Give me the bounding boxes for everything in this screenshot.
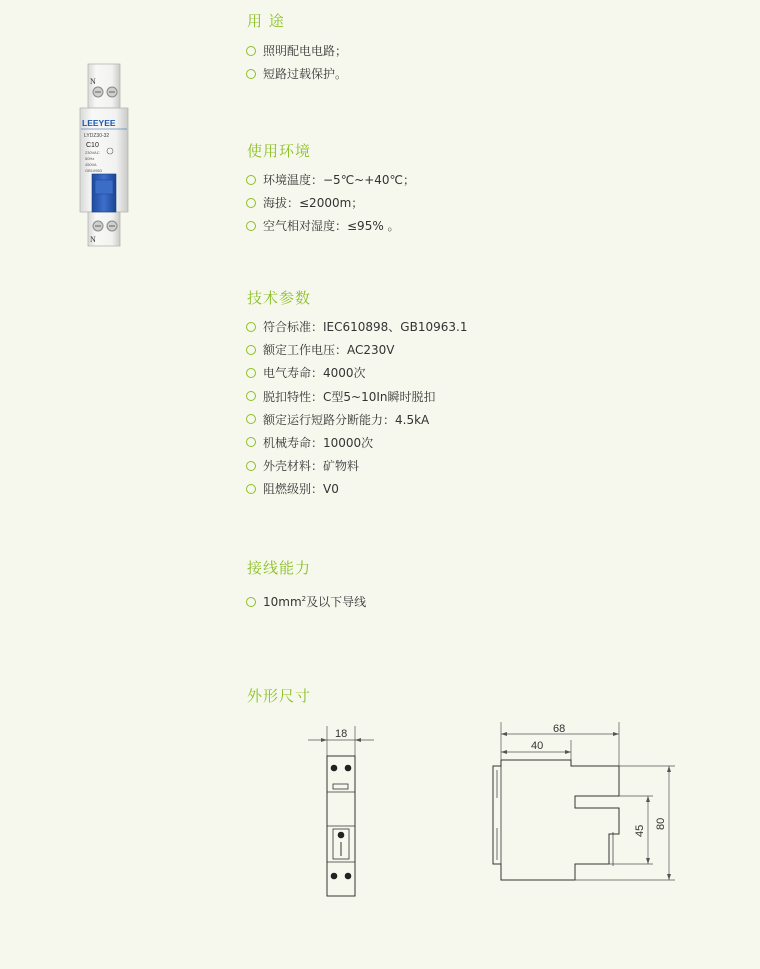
dim-total-height-label: 80: [655, 817, 667, 830]
list-item: 符合标准：IEC610898、GB10963.1: [246, 316, 467, 339]
circle-bullet-icon: [246, 221, 256, 231]
circle-bullet-icon: [246, 198, 256, 208]
standard-label: GB10963: [85, 168, 102, 173]
circle-bullet-icon: [246, 345, 256, 355]
front-dimension-drawing: [300, 722, 380, 902]
circle-bullet-icon: [246, 597, 256, 607]
circle-bullet-icon: [246, 368, 256, 378]
list-item: 额定运行短路分断能力：4.5kA: [246, 409, 467, 432]
technical-list: [246, 316, 467, 502]
list-item: 外壳材料：矿物料: [246, 455, 467, 478]
list-item: 电气寿命：4000次: [246, 362, 467, 385]
dim-depth-label: 68: [553, 723, 566, 735]
section-title-usage: 用 途: [247, 12, 285, 30]
list-item: 环境温度：−5℃~+40℃；: [246, 169, 415, 192]
list-item: 照明配电电路；: [246, 40, 347, 63]
frequency-label: 50Hz: [85, 156, 95, 161]
breaking-label: 4500A: [85, 162, 97, 167]
dim-partial-label: 40: [531, 740, 544, 752]
section-title-wiring: 接线能力: [247, 559, 312, 577]
list-item: 阻燃级别：V0: [246, 478, 467, 501]
list-item: 短路过载保护。: [246, 63, 347, 86]
circle-bullet-icon: [246, 484, 256, 494]
list-item: 额定工作电压：AC230V: [246, 339, 467, 362]
section-title-environment: 使用环境: [247, 142, 312, 160]
list-item: $10mm^2$及以下导线: [246, 588, 366, 611]
wiring-list: [246, 588, 366, 611]
terminal-label-bottom: N: [90, 235, 96, 244]
dim-inner-height-label: 45: [634, 824, 646, 837]
circle-bullet-icon: [246, 322, 256, 332]
dim-width-label: 18: [335, 728, 348, 740]
circle-bullet-icon: [246, 175, 256, 185]
section-title-technical: 技术参数: [247, 289, 312, 307]
list-item: 海拔：≤2000m；: [246, 192, 415, 215]
circle-bullet-icon: [246, 461, 256, 471]
voltage-label: 230VAC: [85, 150, 100, 155]
brand-logo: LEEYEE: [82, 118, 116, 128]
side-dimension-drawing: [485, 718, 690, 898]
terminal-label-top: N: [90, 77, 96, 86]
breaker-product-image: [76, 58, 132, 248]
usage-list: [246, 40, 347, 86]
environment-list: [246, 169, 415, 239]
circle-bullet-icon: [246, 69, 256, 79]
list-item: 空气相对湿度：≤95% 。: [246, 215, 415, 238]
section-title-dimensions: 外形尺寸: [247, 687, 312, 705]
circle-bullet-icon: [246, 46, 256, 56]
list-item: 机械寿命：10000次: [246, 432, 467, 455]
rating-label: C10: [86, 142, 99, 149]
circle-bullet-icon: [246, 414, 256, 424]
circle-bullet-icon: [246, 391, 256, 401]
circle-bullet-icon: [246, 437, 256, 447]
model-label: LYDZ30-32: [84, 133, 110, 139]
list-item: 脱扣特性：C型5~10In瞬时脱扣: [246, 386, 467, 409]
